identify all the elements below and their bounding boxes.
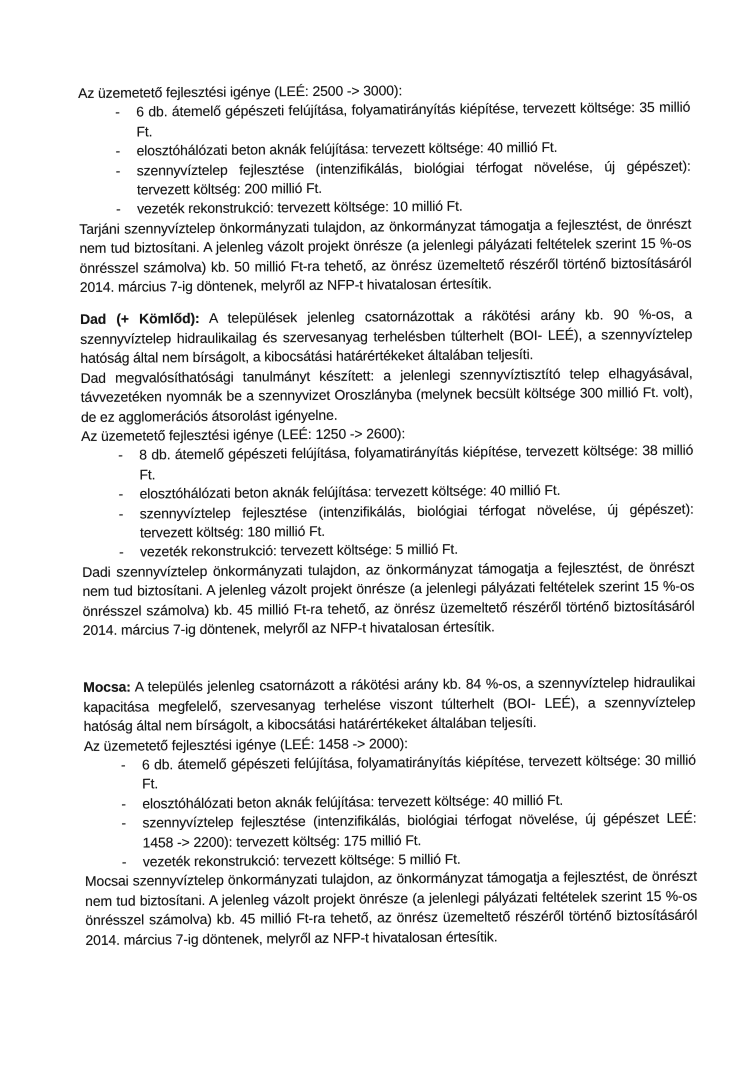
body-paragraph: Mocsai szennyvíztelep önkormányzati tulajdon, az önkormányzat támogatja a fejlesztést, de önrészt nem tud biztosítani. A jelenleg vázolt projekt önrésze (a jelenlegi pályázati feltételek szerint 15 %-os önrésszel számolva) kb. 45 millió Ft-ra tehető, az önrész üzemeltető részéről történő biztosításáról 2014. március 7-ig döntenek, melyről az NFP-t hivatalosan értesítik. <box>84 868 698 948</box>
bullet-dash: - <box>118 485 124 502</box>
body-paragraph <box>83 673 695 737</box>
bullet-text: szennyvíztelep fejlesztése (intenzifikálás, biológiai térfogat növelése, új gépészet): tervezett költség: 180 millió Ft. <box>139 500 694 541</box>
bullet-dash: - <box>121 795 126 812</box>
bullet-list <box>81 441 694 563</box>
bullet-dash: - <box>120 756 126 773</box>
body-paragraph <box>80 305 692 369</box>
settlement-name: Dad (+ Kömlőd): <box>79 310 200 328</box>
bullet-dash: - <box>115 142 121 159</box>
bullet-text: vezeték rekonstrukció: tervezett költsége: 5 millió Ft. <box>140 541 459 560</box>
bullet-text: 6 db. átemelő gépészeti felújítása, folyamatirányítás kiépítése, tervezett költsége: 30 millió Ft. <box>141 751 696 792</box>
bullet-item <box>78 98 690 142</box>
bullet-item <box>79 156 691 200</box>
bullet-text: vezeték rekonstrukció: tervezett költsége: 10 millió Ft. <box>137 198 463 217</box>
bullet-item <box>84 809 696 853</box>
bullet-text: elosztóhálózati beton aknák felújítása: tervezett költsége: 40 millió Ft. <box>136 139 558 159</box>
bullet-item <box>84 751 696 795</box>
settlement-name: Mocsa: <box>83 678 131 696</box>
bullet-text: elosztóhálózati beton aknák felújítása: tervezett költsége: 40 millió Ft. <box>139 481 561 502</box>
bullet-dash: - <box>115 104 120 121</box>
bullet-dash: - <box>116 201 121 218</box>
bullet-dash: - <box>115 162 121 179</box>
bullet-list <box>84 751 697 873</box>
list-intro-line: Az üzemetető fejlesztési igénye (LEÉ: 1250 -> 2600): <box>81 425 406 444</box>
bullet-text: 8 db. átemelő gépészeti felújítása, folyamatirányítás kiépítése, tervezett költsége: 38 millió Ft. <box>139 441 694 483</box>
bullet-text: vezeték rekonstrukció: tervezett költsége: 5 millió Ft. <box>142 850 461 870</box>
bullet-dash: - <box>121 853 127 870</box>
bullet-list <box>78 98 691 220</box>
bullet-text: szennyvíztelep fejlesztése (intenzifikálás, biológiai térfogat növelése, új gépészet LEÉ: 1458 -> 2200): tervezett költség: 175 millió Ft. <box>142 809 697 851</box>
bullet-item <box>81 441 693 485</box>
bullet-text: elosztóhálózati beton aknák felújítása: tervezett költsége: 40 millió Ft. <box>142 791 564 812</box>
paragraph-spacer <box>83 635 695 678</box>
bullet-dash: - <box>118 446 123 463</box>
document-content <box>78 79 698 950</box>
bullet-text: szennyvíztelep fejlesztése (intenzifikálás, biológiai térfogat növelése, új gépészet): tervezett költség: 200 millió Ft. <box>136 157 691 198</box>
bullet-dash: - <box>118 505 124 522</box>
bullet-item <box>82 499 694 543</box>
list-intro-line: Az üzemetető fejlesztési igénye (LEÉ: 2500 -> 3000): <box>78 82 403 101</box>
bullet-dash: - <box>119 543 124 561</box>
bullet-dash: - <box>121 814 127 831</box>
body-paragraph: Dad megvalósíthatósági tanulmányt készített: a jelenlegi szennyvíztisztító telep elhagyásával, távvezetéken nyomnák be a szennyvizet Oroszlányba (melynek becsült költsége 300 millió Ft. volt), de ez agglomerációs átsorolást igényelne. <box>80 364 693 425</box>
bullet-text: 6 db. átemelő gépészeti felújítása, folyamatirányítás kiépítése, tervezett költsége: 35 millió Ft. <box>136 99 691 140</box>
paragraph-text: A települések jelenleg csatornázottak a rákötési arány kb. 90 %-os, a szennyvíztelep hidraulikailag és szervesanyag terhelésben túlterhelt (BOI- LEÉ), a szennyvíztelep hatóság által nem bírságolt, a kibocsátási határértékeket általában teljesíti. <box>80 306 693 367</box>
body-paragraph: Dadi szennyvíztelep önkormányzati tulajdon, az önkormányzat támogatja a fejlesztést, de önrészt nem tud biztosítani. A jelenleg vázolt projekt önrésze (a jelenlegi pályázati feltételek szerint 15 %-os önrésszel számolva) kb. 45 millió Ft-ra tehető, az önrész üzemeltető részéről történő biztosításáról 2014. március 7-ig döntenek, melyről az NFP-t hivatalosan értesítik. <box>82 558 695 638</box>
list-intro-line: Az üzemetető fejlesztési igénye (LEÉ: 1458 -> 2000): <box>83 734 408 754</box>
body-paragraph: Tarjáni szennyvíztelep önkormányzati tulajdon, az önkormányzat támogatja a fejlesztést, de önrészt nem tud biztosítani. A jelenleg vázolt projekt önrésze (a jelenlegi pályázati feltételek szerint 15 %-os önrésszel számolva) kb. 50 millió Ft-ra tehető, az önrész üzemeltető részéről történő biztosításáról 2014. március 7-ig döntenek, melyről az NFP-t hivatalosan értesítik. <box>79 215 692 296</box>
paragraph-text: A település jelenleg csatornázott a rákötési arány kb. 84 %-os, a szennyvíztelep hidraulikai kapacitása megfelelő, szervesanyag terhelése viszont túlterhelt (BOI- LEÉ), a szennyvíztelep hatóság által nem bírságolt, a kibocsátási határértékeket általában teljesíti. <box>83 674 696 735</box>
